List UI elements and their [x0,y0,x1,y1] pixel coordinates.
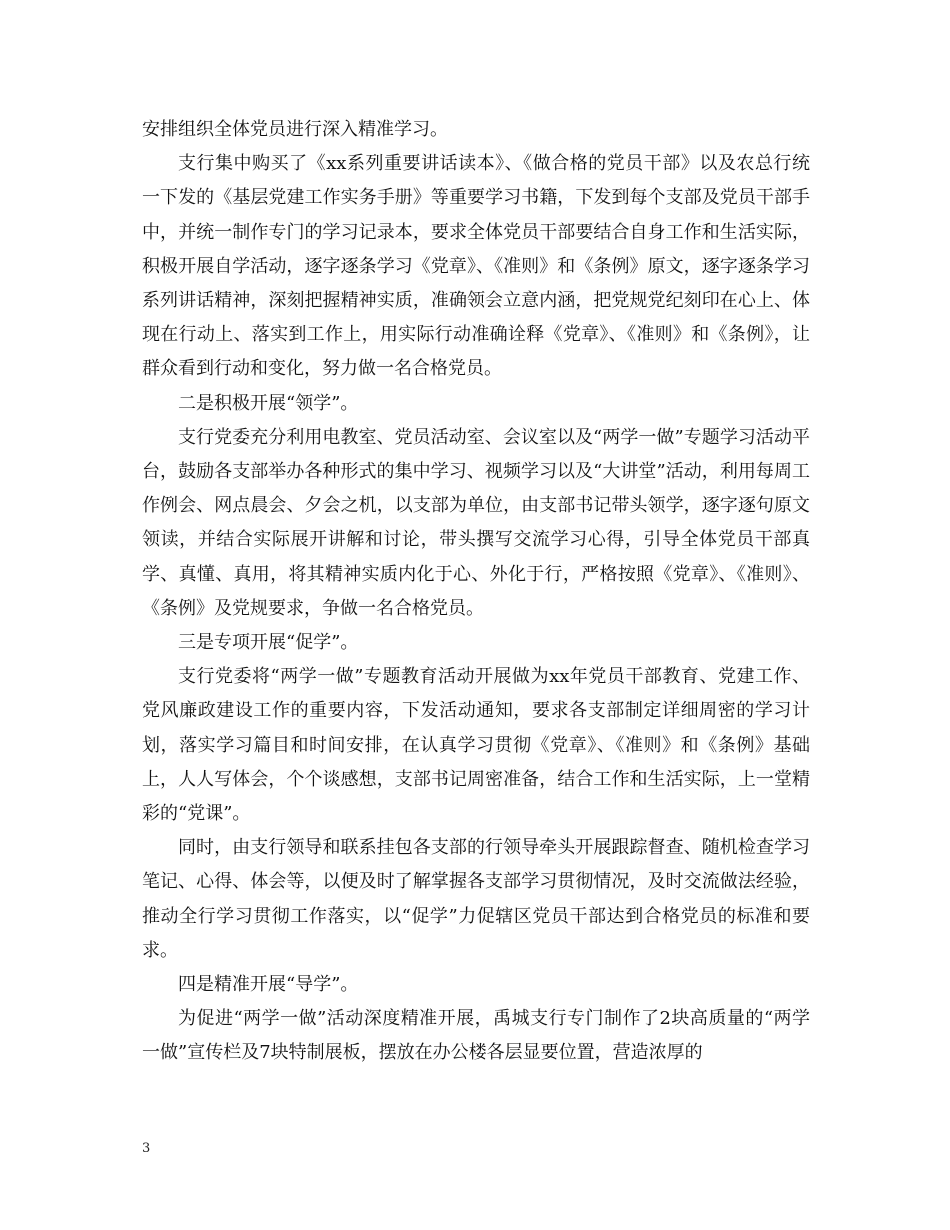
section-heading-daoxue: 四是精准开展“导学”。 [178,974,359,996]
paragraph-1: 安排组织全体党员进行深入精准学习。 [142,119,448,140]
paragraph-6: 为促进“两学一做”活动深度精准开展，禹城支行专门制作了2块高质量的“两学一做”宣传栏及7块特制展板，摆放在办公楼各层显要位置，营造浓厚的 [142,1008,810,1064]
document-body [142,113,810,1071]
section-heading-cuxue: 三是专项开展“促学”。 [178,632,359,654]
paragraph-2: 支行集中购买了《xx系列重要讲话读本》、《做合格的党员干部》以及农总行统一下发的《基层党建工作实务手册》等重要学习书籍，下发到每个支部及党员干部手中，并统一制作专门的学习记录本，要求全体党员干部要结合自身工作和生活实际，积极开展自学活动，逐字逐条学习《党章》、《准则》和《条例》原文，逐字逐条学习系列讲话精神，深刻把握精神实质，准确领会立意内涵，把党规党纪刻印在心上、体现在行动上、落实到工作上，用实际行动准确诠释《党章》、《准则》和《条例》，让群众看到行动和变化，努力做一名合格党员。 [142,153,810,380]
section-heading-lingxue: 二是积极开展“领学”。 [178,392,359,414]
paragraph-5: 同时，由支行领导和联系挂包各支部的行领导牵头开展跟踪督查、随机检查学习笔记、心得、体会等，以便及时了解掌握各支部学习贯彻情况，及时交流做法经验，推动全行学习贯彻工作落实，以“促学”力促辖区党员干部达到合格党员的标准和要求。 [142,837,810,961]
paragraph-3: 支行党委充分利用电教室、党员活动室、会议室以及“两学一做”专题学习活动平台，鼓励各支部举办各种形式的集中学习、视频学习以及“大讲堂”活动，利用每周工作例会、网点晨会、夕会之机，以支部为单位，由支部书记带头领学，逐字逐句原文领读，并结合实际展开讲解和讨论，带头撰写交流学习心得，引导全体党员干部真学、真懂、真用，将其精神实质内化于心、外化于行，严格按照《党章》、《准则》、《条例》及党规要求，争做一名合格党员。 [142,426,810,619]
page-number: 3 [142,1141,151,1156]
paragraph-4: 支行党委将“两学一做”专题教育活动开展做为xx年党员干部教育、党建工作、党风廉政建设工作的重要内容，下发活动通知，要求各支部制定详细周密的学习计划，落实学习篇目和时间安排，在认真学习贯彻《党章》、《准则》和《条例》基础上，人人写体会，个个谈感想，支部书记周密准备，结合工作和生活实际，上一堂精彩的“党课”。 [142,666,810,825]
